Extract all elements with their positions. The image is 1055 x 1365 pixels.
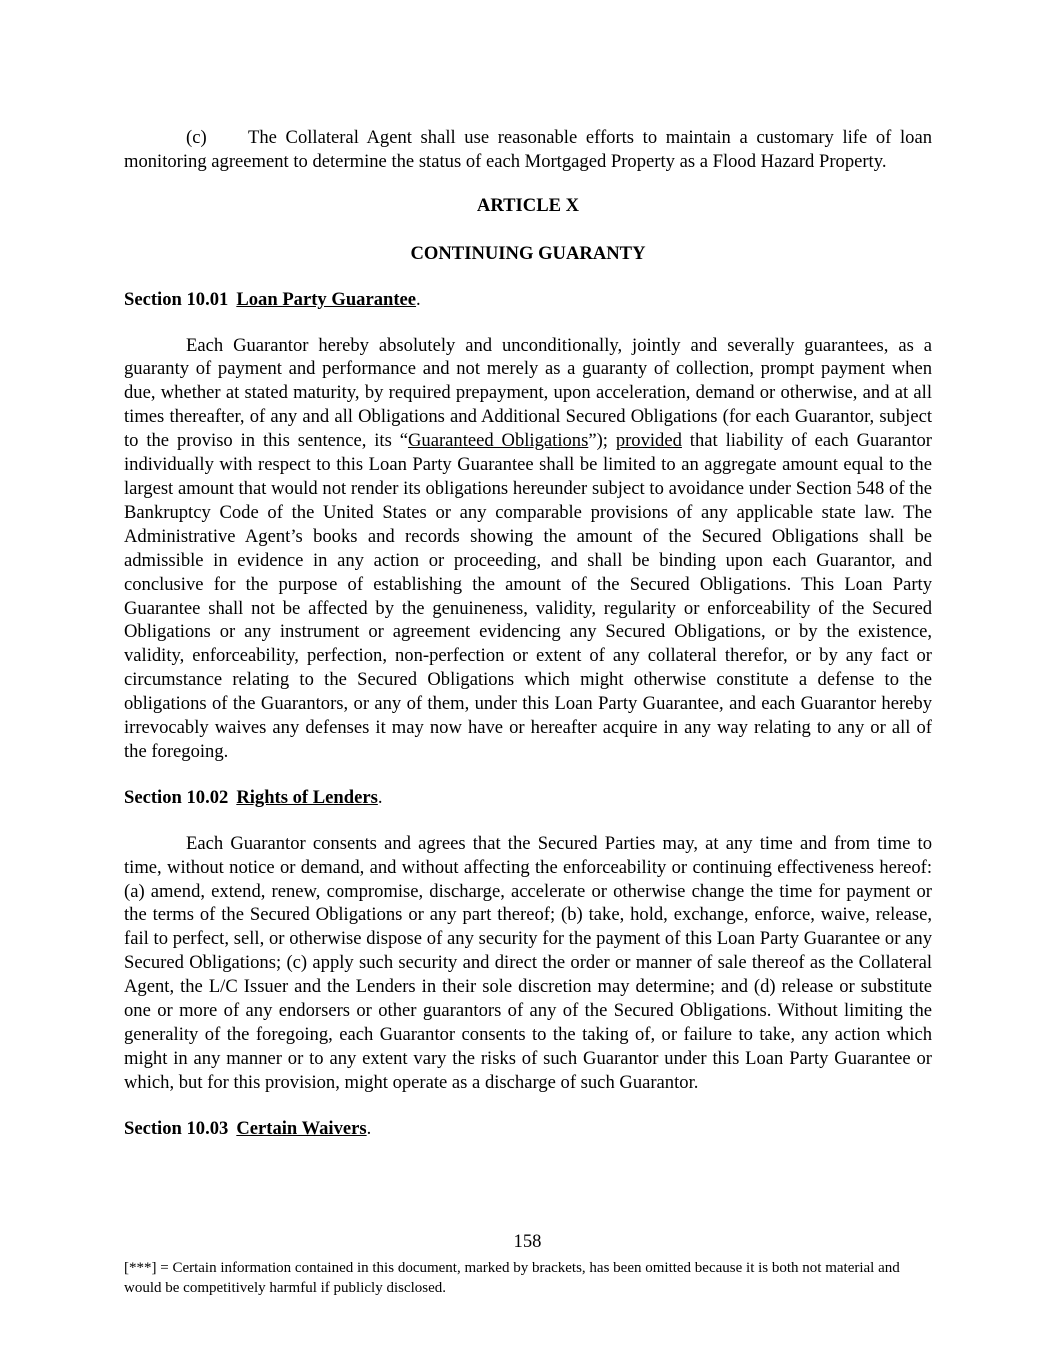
section-1002-title: Rights of Lenders — [236, 786, 378, 808]
section-1001-number: Section 10.01 — [124, 288, 229, 310]
article-number: ARTICLE X — [476, 194, 580, 216]
section-1001-body — [124, 334, 932, 764]
section-1001-text-part2: ”); — [588, 430, 616, 452]
provided-term: provided — [615, 430, 682, 452]
section-1002-heading — [124, 786, 932, 810]
page-number: 158 — [513, 1231, 542, 1252]
section-1001-heading — [124, 288, 932, 312]
intro-text: The Collateral Agent shall use reasonable efforts to maintain a customary life of loan monitoring agreement to determine the status of each Mortgaged Property as a Flood Hazard Property. — [124, 127, 932, 172]
section-1002-punct: . — [377, 786, 383, 808]
article-title: CONTINUING GUARANTY — [410, 242, 646, 264]
section-1001-title: Loan Party Guarantee — [236, 288, 417, 310]
section-1003-heading — [124, 1117, 932, 1141]
section-1001-text-part3: that liability of each Guarantor individually with respect to this Loan Party Guarantee shall be limited to an aggregate amount equal to the largest amount that would not render its obligations hereunder subject to avoidance under Section 548 of the Bankruptcy Code of the United States or any comparable provisions of any applicable state law. The Administrative Agent’s books and records showing the amount of the Secured Obligations shall be admissible in evidence in any action or proceeding, and shall be binding upon each Guarantor, and conclusive for the purpose of establishing the amount of the Secured Obligations. This Loan Party Guarantee shall not be affected by the genuineness, validity, regularity or enforceability of the Secured Obligations or any instrument or agreement evidencing any Secured Obligations, or by the existence, validity, enforceability, perfection, non-perfection or extent of any collateral therefor, or by any fact or circumstance relating to the Secured Obligations which might otherwise constitute a defense to the obligations of the Guarantors, or any of them, under this Loan Party Guarantee, and each Guarantor hereby irrevocably waives any defenses it may now have or hereafter acquire in any way relating to any or all of the foregoing. — [124, 430, 932, 762]
confidentiality-footnote: [***] = Certain information contained in this document, marked by brackets, has been omitted because it is both not material and would be competitively harmful if publicly disclosed. — [124, 1260, 900, 1296]
section-1003-punct: . — [366, 1117, 372, 1139]
section-1001-punct: . — [416, 288, 421, 310]
intro-paragraph — [124, 126, 932, 174]
section-1003-number: Section 10.03 — [124, 1117, 229, 1139]
section-1002-number: Section 10.02 — [124, 786, 229, 808]
section-1003-title: Certain Waivers — [236, 1117, 367, 1139]
document-page — [124, 126, 932, 1141]
section-1001-text-part1: Each Guarantor hereby absolutely and unconditionally, jointly and severally guarantees, as a guaranty of payment and performance and not merely as a guaranty of collection, prompt payment when due, whether at stated maturity, by required prepayment, upon acceleration, demand or otherwise, and at all times thereafter, of any and all Obligations and Additional Secured Obligations (for each Guarantor, subject to the proviso in this sentence, its “ — [124, 334, 932, 452]
defined-term-guaranteed-obligations: Guaranteed Obligations — [407, 430, 589, 452]
intro-label: (c) — [186, 127, 207, 148]
section-1002-body: Each Guarantor consents and agrees that the Secured Parties may, at any time and from time to time, without notice or demand, and without affecting the enforceability or continuing effectiveness hereof: (a) amend, extend, renew, compromise, discharge, accelerate or otherwise change the time for payment or the terms of the Secured Obligations or any part thereof; (b) take, hold, exchange, enforce, waive, release, fail to perfect, sell, or otherwise dispose of any security for the payment of this Loan Party Guarantee or any Secured Obligations; (c) apply such security and direct the order or manner of sale thereof as the Collateral Agent, the L/C Issuer and the Lenders in their sole discretion may determine; and (d) release or substitute one or more of any endorsers or other guarantors of any of the Secured Obligations. Without limiting the generality of the foregoing, each Guarantor consents to the taking of, or failure to take, any action which might in any manner or to any extent vary the risks of such Guarantor under this Loan Party Guarantee or which, but for this provision, might operate as a discharge of such Guarantor. — [124, 832, 932, 1093]
